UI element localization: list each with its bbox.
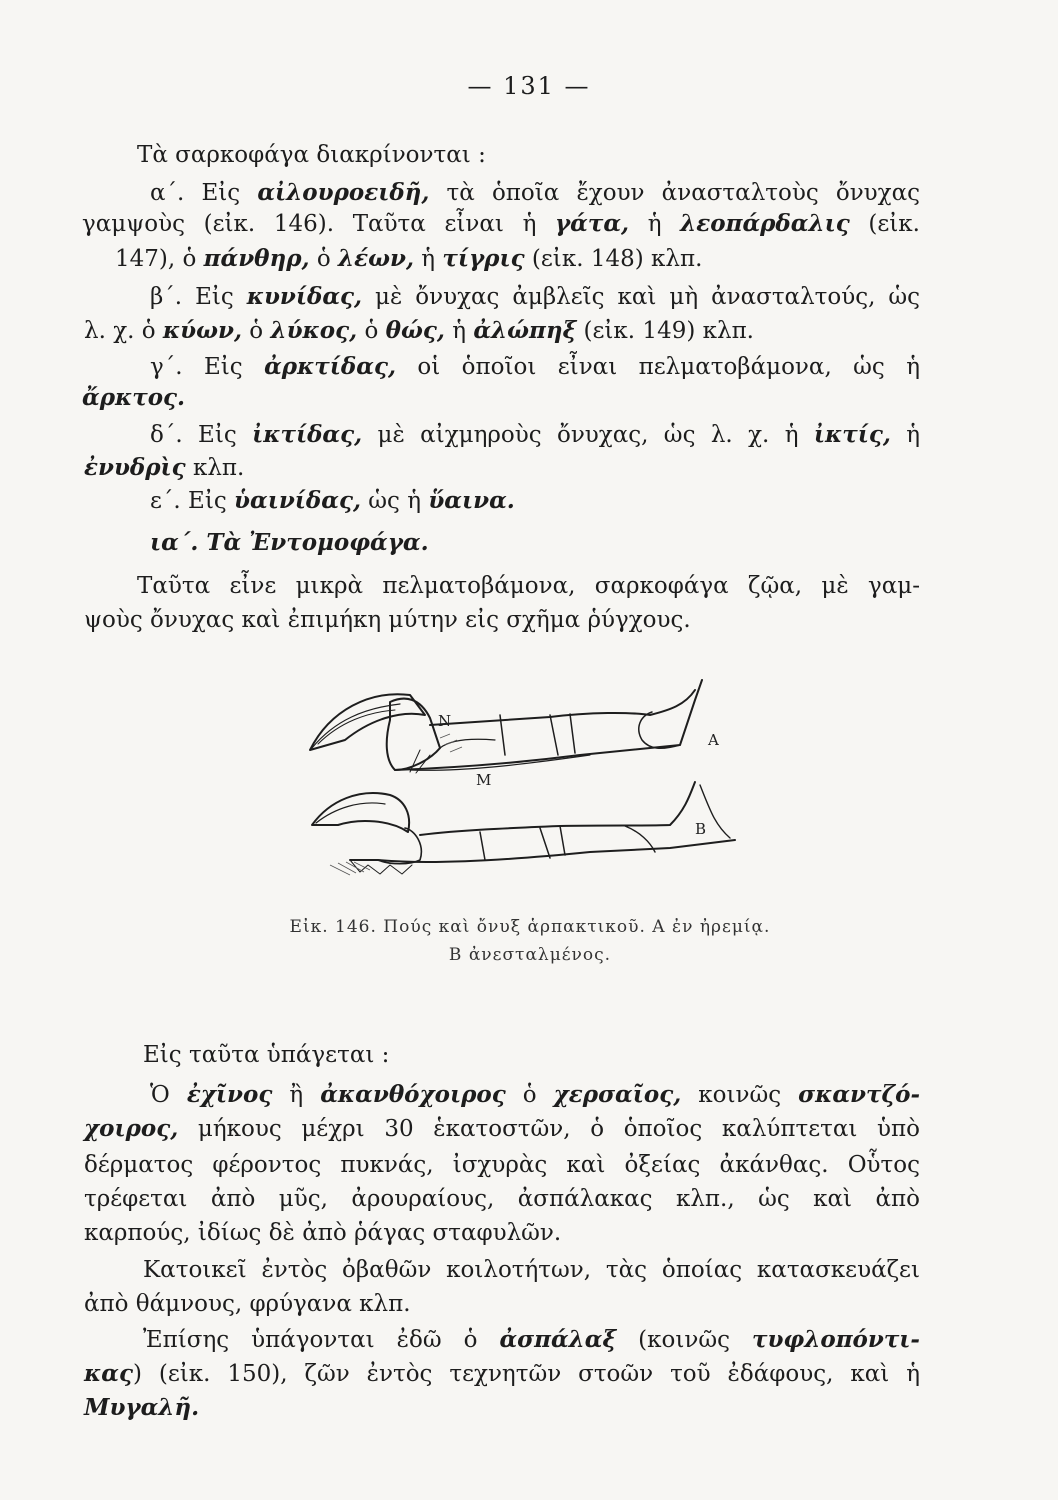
hedgehog-line-1: Ὁ ἐχῖνος ἢ ἀκανθόχοιρος ὁ χερσαῖος, κοινῶς σκαντζό- [150, 1081, 920, 1108]
epsilon-line: ε΄. Εἰς ὑαινίδας, ὡς ἡ ὕαινα. [150, 487, 515, 514]
hedgehog-line-3: δέρματος φέροντος πυκνάς, ἰσχυρὰς καὶ ὀξείας ἀκάνθας. Οὗτος [84, 1152, 920, 1178]
beta-line-1: β΄. Εἰς κυνίδας, μὲ ὄνυχας ἀμβλεῖς καὶ μὴ ἀνασταλτούς, ὡς [150, 283, 920, 310]
beta-line-2: λ. χ. ὁ κύων, ὁ λύκος, ὁ θώς, ἡ ἀλώπηξ (εἰκ. 149) κλπ. [84, 317, 754, 344]
lives-line-1: Κατοικεῖ ἐντὸς ὀβαθῶν κοιλοτήτων, τὰς ὁποίας κατασκευάζει [143, 1257, 920, 1283]
alpha-line-2: γαμψοὺς (εἰκ. 146). Ταῦτα εἶναι ἡ γάτα, ἡ λεοπάρδαλις (εἰκ. [82, 210, 920, 237]
claw-b-lower-edge [350, 840, 735, 862]
section-heading: ια΄. Τὰ Ἐντομοφάγα. [150, 529, 429, 556]
hedgehog-line-4: τρέφεται ἀπὸ μῦς, ἀρουραίους, ἀσπάλακας κλπ., ὡς καὶ ἀπὸ [84, 1186, 920, 1212]
lives-line-2: ἀπὸ θάμνους, φρύγανα κλπ. [84, 1291, 411, 1317]
figure-caption-line-2: Β ἀνεσταλμένος. [448, 945, 612, 965]
claw-b-nail [312, 793, 409, 832]
mole-line-1: Ἐπίσης ὑπάγονται ἐδῶ ὁ ἀσπάλαξ (κοινῶς τυφλοπόντι- [143, 1326, 920, 1353]
figure-caption-line-1: Εἰκ. 146. Πούς καὶ ὄνυξ ἁρπακτικοῦ. Α ἐν ἠρεμίᾳ. [289, 917, 771, 937]
intro-line: Τὰ σαρκοφάγα διακρίνονται : [137, 142, 486, 168]
gamma-line-1: γ΄. Εἰς ἀρκτίδας, οἱ ὁποῖοι εἶναι πελματοβάμονα, ὡς ἡ [150, 353, 920, 380]
under-line: Εἰς ταῦτα ὑπάγεται : [143, 1042, 390, 1068]
page-number: — 131 — [467, 72, 591, 100]
claw-illustration [290, 660, 750, 910]
claw-a-upper-edge [430, 690, 695, 725]
label-m: M [476, 771, 492, 789]
claw-b-upper-edge [420, 782, 695, 835]
insect-line-2: ψοὺς ὄνυχας καὶ ἐπιμήκη μύτην εἰς σχῆμα ῥύγχους. [84, 607, 691, 633]
delta-line-1: δ΄. Εἰς ἰκτίδας, μὲ αἰχμηροὺς ὄνυχας, ὡς λ. χ. ἡ ἰκτίς, ἡ [150, 421, 920, 448]
mole-line-2: κας) (εἰκ. 150), ζῶν ἐντὸς τεχνητῶν στοῶν τοῦ ἐδάφους, καὶ ἡ [84, 1360, 920, 1387]
hedgehog-line-2: χοιρος, μήκους μέχρι 30 ἑκατοστῶν, ὁ ὁποῖος καλύπτεται ὑπὸ [84, 1115, 920, 1142]
alpha-line-3: 147), ὁ πάνθηρ, ὁ λέων, ἡ τίγρις (εἰκ. 148) κλπ. [115, 245, 703, 272]
label-b: B [695, 820, 707, 838]
label-a: A [708, 731, 719, 749]
delta-line-2: ἐνυδρὶς κλπ. [84, 454, 245, 481]
hedgehog-line-5: καρπούς, ἰδίως δὲ ἀπὸ ῥάγας σταφυλῶν. [84, 1220, 562, 1246]
mole-line-3: Μυγαλῆ. [84, 1394, 200, 1421]
insect-line-1: Ταῦτα εἶνε μικρὰ πελματοβάμονα, σαρκοφάγα ζῷα, μὲ γαμ- [137, 573, 920, 599]
claw-a-nail [310, 694, 425, 750]
gamma-line-2: ἄρκτος. [82, 384, 186, 411]
alpha-line-1: α΄. Εἰς αἰλουροειδῆ, τὰ ὁποῖα ἔχουν ἀνασταλτοὺς ὄνυχας [150, 179, 921, 206]
claw-a-phalanx [387, 699, 440, 770]
label-n: N [438, 712, 452, 730]
